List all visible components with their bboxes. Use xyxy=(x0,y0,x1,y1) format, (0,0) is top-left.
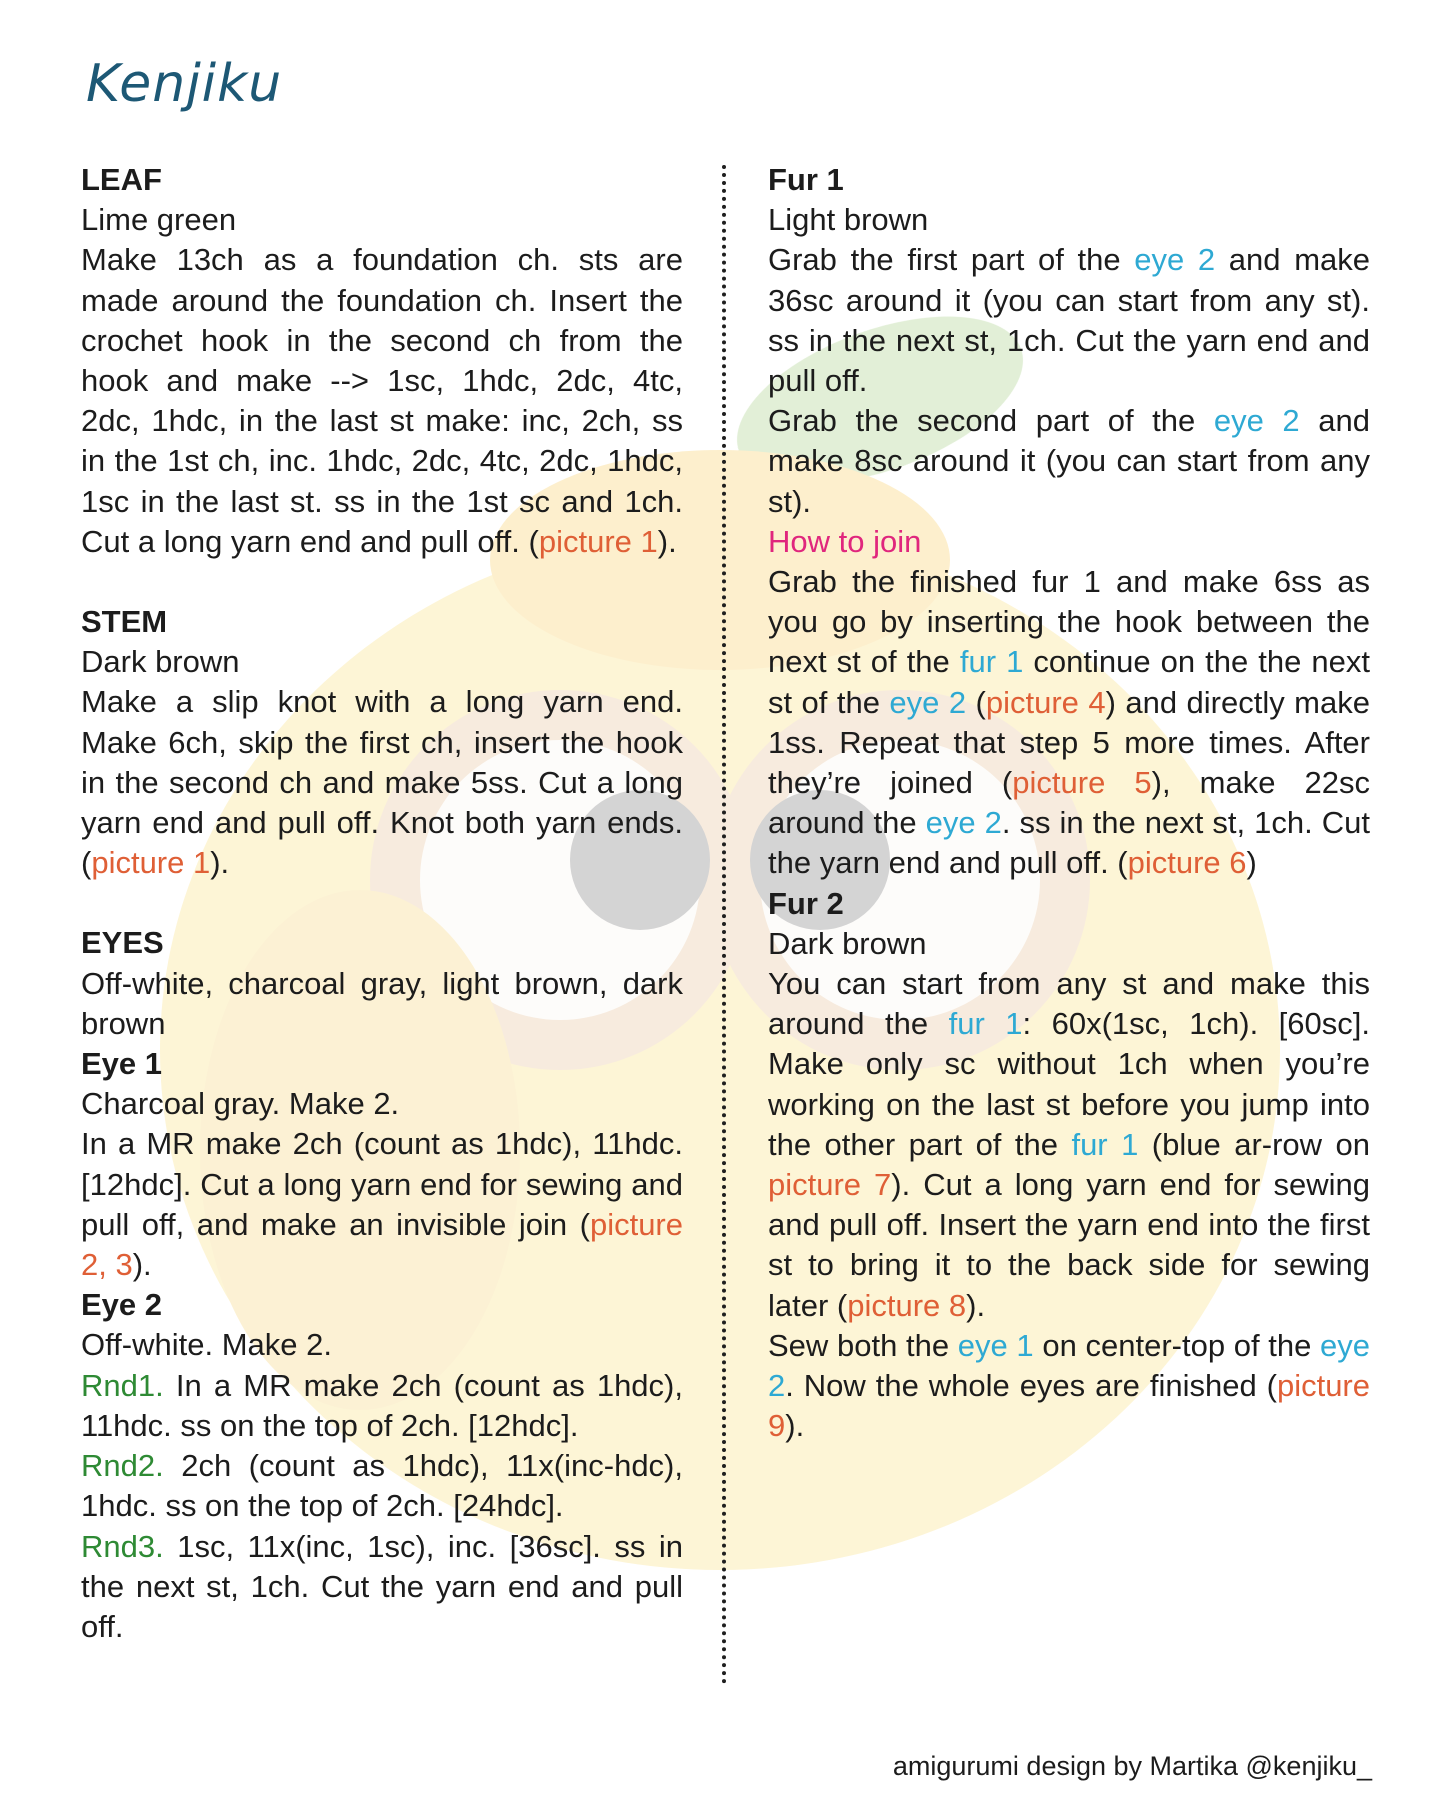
join-text-g: ) xyxy=(1246,845,1257,881)
leaf-text: Make 13ch as a foundation ch. sts are made around the foundation ch. Insert the crochet hook in the second ch from the hook and make --> 1sc, 1hdc, 2dc, 4tc, 2dc, 1hdc, in the last st make: inc, 2ch, ss in the 1st ch, inc. 1hdc, 2dc, 4tc, 2dc, 1hdc, 1sc in the last st. ss in the 1st sc and 1ch. Cut a long yarn end and pull off. ( xyxy=(81,242,683,559)
fur2-text-d: ). Cut a long yarn end for sewing and pull off. Insert the yarn end into the first st to bring it to the back side for sewing later ( xyxy=(768,1167,1370,1323)
fur1-color: Light brown xyxy=(768,202,929,238)
stem-text-end: ). xyxy=(210,845,230,881)
sew-text-d: ). xyxy=(785,1408,805,1444)
picture-9-link[interactable]: picture 9 xyxy=(768,1368,1370,1444)
fur1-p1-text-end: and make 36sc around it (you can start from any st). ss in the next st, 1ch. Cut the yarn end and pull off. xyxy=(768,242,1370,399)
eye2-color: Off-white. Make 2. xyxy=(81,1327,332,1363)
eye1-heading: Eye 1 xyxy=(81,1046,163,1082)
stem-instructions xyxy=(81,682,683,883)
eyes-colors: Off-white, charcoal gray, light brown, dark brown xyxy=(81,965,683,1041)
leaf-color: Lime green xyxy=(81,202,237,238)
picture-6-link[interactable]: picture 6 xyxy=(1127,845,1247,881)
leaf-picture-link[interactable]: picture 1 xyxy=(538,523,658,559)
round-2-label: Rnd2. xyxy=(81,1448,164,1484)
eye2-link[interactable]: eye 2 xyxy=(1134,242,1216,278)
stem-picture-link[interactable]: picture 1 xyxy=(91,845,211,881)
round-1-label: Rnd1. xyxy=(81,1367,164,1403)
column-divider xyxy=(722,165,726,1685)
fur2-text-b: : 60x(1sc, 1ch). [60sc]. Make only sc without 1ch when you’re working on the last st before you jump into the other part of the xyxy=(768,1006,1370,1162)
eye2-link[interactable]: eye 2 xyxy=(768,1327,1370,1404)
join-instructions xyxy=(768,562,1370,884)
leaf-heading: LEAF xyxy=(81,162,162,197)
eyes-heading: EYES xyxy=(81,925,164,961)
join-text-b: continue on the the next st of the xyxy=(768,644,1371,720)
spacer xyxy=(81,883,683,923)
picture-5-link[interactable]: picture 5 xyxy=(1012,765,1152,801)
eye1-text-end: ). xyxy=(132,1247,152,1283)
round-1-text: In a MR make 2ch (count as 1hdc), 11hdc. ss on the top of 2ch. [12hdc]. xyxy=(81,1367,683,1443)
join-text-a: Grab the finished fur 1 and make 6ss as you go by inserting the hook between the next st of the xyxy=(768,564,1370,680)
join-text-d: ) and directly make 1ss. Repeat that step 5 more times. After they’re joined ( xyxy=(768,684,1370,801)
round-3-text: 1sc, 11x(inc, 1sc), inc. [36sc]. ss in the next st, 1ch. Cut the yarn end and pull off. xyxy=(81,1528,683,1644)
left-column xyxy=(81,160,683,1647)
fur2-color: Dark brown xyxy=(768,925,927,961)
fur1-paragraph-2 xyxy=(768,401,1370,522)
fur1-link[interactable]: fur 1 xyxy=(1071,1126,1139,1162)
eye2-round-3 xyxy=(81,1527,683,1648)
sew-text-c: . Now the whole eyes are finished ( xyxy=(785,1368,1277,1404)
round-3-label: Rnd3. xyxy=(81,1528,164,1564)
fur1-p1-text: Grab the first part of the xyxy=(768,242,1135,278)
eye2-heading: Eye 2 xyxy=(81,1287,163,1323)
stem-color: Dark brown xyxy=(81,644,240,680)
stem-text: Make a slip knot with a long yarn end. Make 6ch, skip the first ch, insert the hook in the second ch and make 5ss. Cut a long yarn end and pull off. Knot both yarn ends. ( xyxy=(81,684,683,881)
spacer xyxy=(81,562,683,602)
join-text-f: . ss in the next st, 1ch. Cut the yarn end and pull off. ( xyxy=(768,805,1370,881)
how-to-join-heading: How to join xyxy=(768,523,922,559)
designer-credit: amigurumi design by Martika @kenjiku_ xyxy=(892,1751,1372,1781)
fur2-text-c: (blue ar-row on xyxy=(1138,1126,1370,1162)
eye1-link[interactable]: eye 1 xyxy=(957,1327,1034,1363)
leaf-instructions xyxy=(81,240,683,562)
join-text-e: ), make 22sc around the xyxy=(768,765,1370,841)
eye1-text: In a MR make 2ch (count as 1hdc), 11hdc. [12hdc]. Cut a long yarn end for sewing and pull off, and make an invisible join ( xyxy=(81,1126,683,1242)
fur2-text-a: You can start from any st and make this around the xyxy=(768,966,1370,1042)
fur1-p2-text-end: and make 8sc around it (you can start from any st). xyxy=(768,403,1370,519)
fur1-paragraph-1 xyxy=(768,240,1370,401)
round-2-text: 2ch (count as 1hdc), 11x(inc-hdc), 1hdc. ss on the top of 2ch. [24hdc]. xyxy=(81,1448,683,1524)
eye2-link[interactable]: eye 2 xyxy=(1213,403,1300,439)
eye2-link[interactable]: eye 2 xyxy=(925,805,1002,841)
eye2-round-2 xyxy=(81,1446,683,1526)
sew-text-a: Sew both the xyxy=(768,1327,958,1363)
join-text-c: ( xyxy=(966,684,986,720)
sew-instructions xyxy=(768,1326,1370,1447)
sew-text-b: on center-top of the xyxy=(1033,1327,1321,1363)
picture-7-link[interactable]: picture 7 xyxy=(768,1167,892,1203)
fur1-link[interactable]: fur 1 xyxy=(959,644,1024,680)
eye1-picture-link[interactable]: picture 2, 3 xyxy=(81,1206,683,1283)
picture-4-link[interactable]: picture 4 xyxy=(985,684,1106,720)
fur2-text-e: ). xyxy=(966,1287,986,1323)
fur1-link[interactable]: fur 1 xyxy=(948,1006,1023,1042)
eye1-color: Charcoal gray. Make 2. xyxy=(81,1086,400,1122)
fur2-instructions xyxy=(768,964,1370,1326)
eye2-link[interactable]: eye 2 xyxy=(889,684,967,720)
fur1-p2-text: Grab the second part of the xyxy=(768,403,1214,439)
right-column xyxy=(768,160,1370,1447)
eye1-instructions xyxy=(81,1124,683,1285)
picture-8-link[interactable]: picture 8 xyxy=(847,1287,967,1323)
fur1-heading: Fur 1 xyxy=(768,162,844,197)
leaf-text-end: ). xyxy=(657,523,677,559)
fur2-heading: Fur 2 xyxy=(768,885,844,921)
stem-heading: STEM xyxy=(81,604,168,640)
eye2-round-1 xyxy=(81,1366,683,1446)
kenjiku-logo: Kenjiku xyxy=(86,54,283,114)
